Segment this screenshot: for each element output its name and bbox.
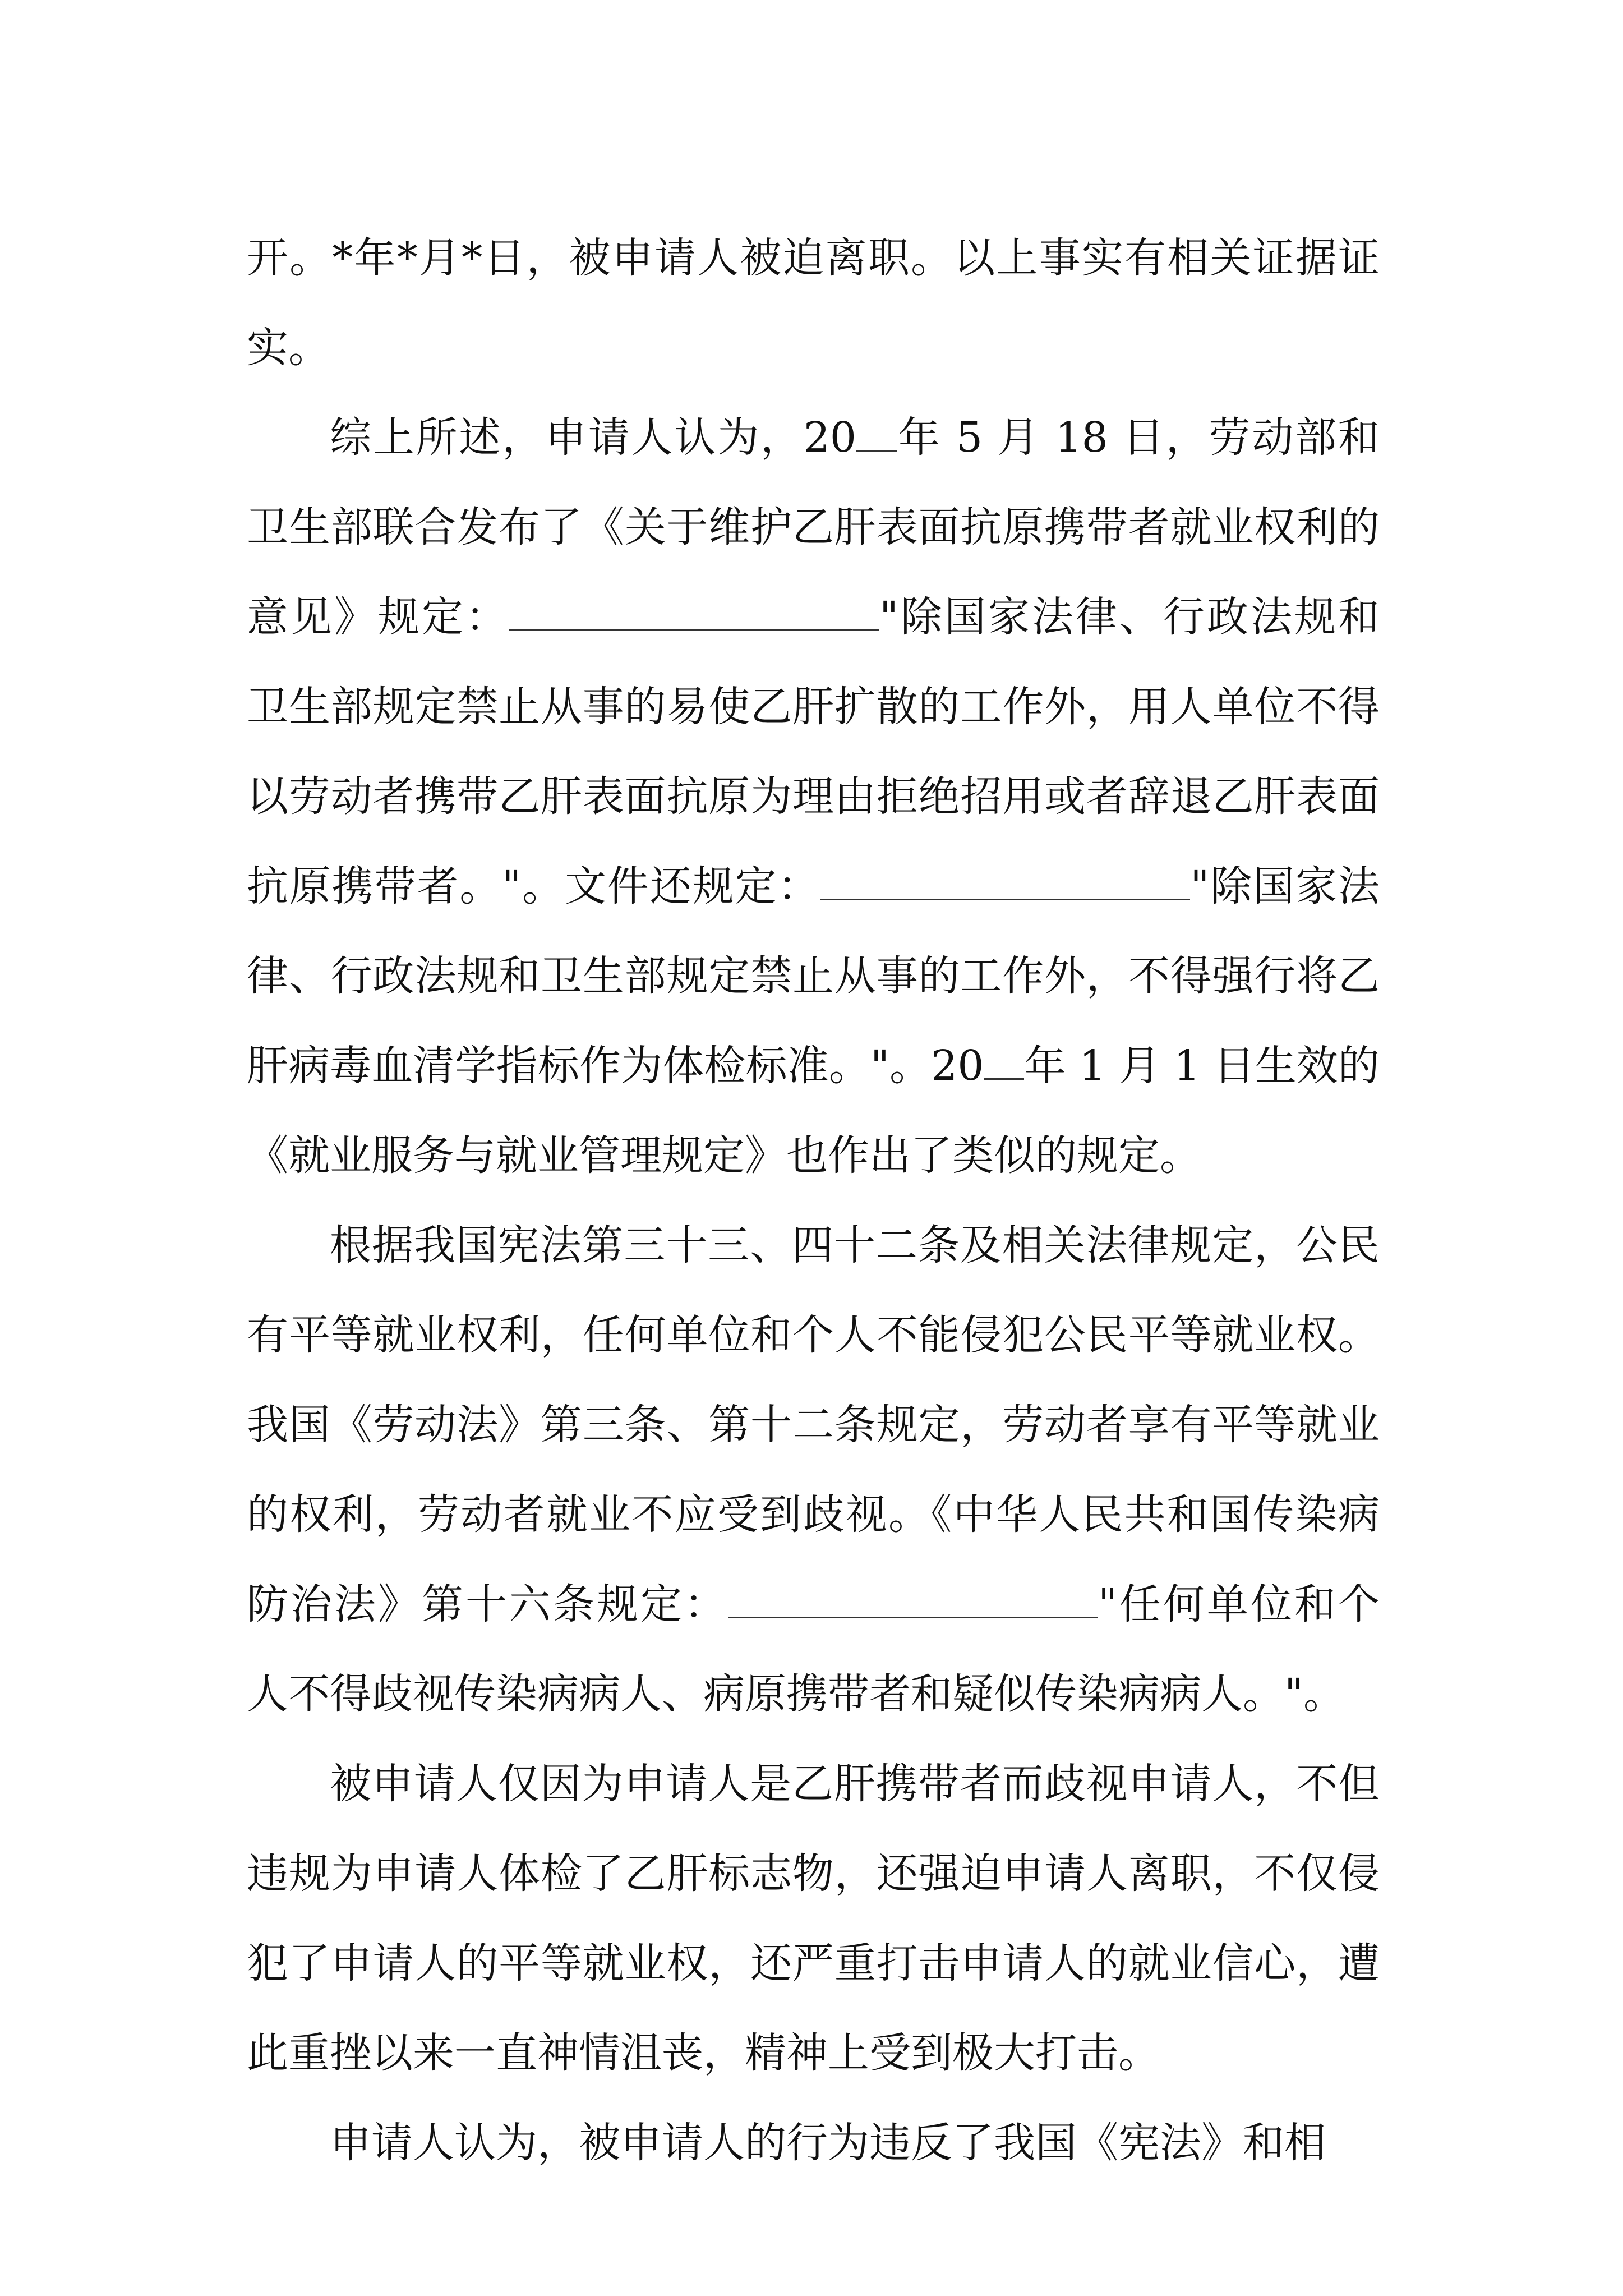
paragraph-2-text-a: 综上所述，申请人认为，20 [330, 413, 857, 462]
paragraph-4-text: 被申请人仅因为申请人是乙肝携带者而歧视申请人，不但违规为申请人体检了乙肝标志物，还强迫申请人离职，不仅侵犯了申请人的平等就业权，还严重打击申请人的就业信心，遭此重挫以来一直神情沮丧，精神上受到极大打击。 [247, 1760, 1380, 2077]
year-blank [984, 1039, 1024, 1080]
paragraph-2-text-d: "除国家法律、行政法规和卫生部规定禁止从事的工作外，不得强行将乙肝病毒血清学指标作为体检标准。"。20 [247, 862, 1380, 1090]
document-page [247, 213, 1380, 2188]
fill-blank [509, 590, 879, 631]
paragraph-2-text-e: 年 1 月 1 日生效的《就业服务与就业管理规定》也作出了类似的规定。 [247, 1042, 1380, 1180]
paragraph-5 [247, 2098, 1380, 2188]
paragraph-1 [247, 213, 1380, 393]
paragraph-2-text-c: "除国家法律、行政法规和卫生部规定禁止从事的易使乙肝扩散的工作外，用人单位不得以劳动者携带乙肝表面抗原为理由拒绝招用或者辞退乙肝表面抗原携带者。"。文件还规定： [247, 593, 1380, 910]
year-blank [856, 411, 897, 452]
paragraph-3-text-a: 根据我国宪法第三十三、四十二条及相关法律规定，公民有平等就业权利，任何单位和个人不能侵犯公民平等就业权。我国《劳动法》第三条、第十二条规定，劳动者享有平等就业的权利，劳动者就业不应受到歧视。《中华人民共和国传染病防治法》第十六条规定： [247, 1221, 1380, 1628]
paragraph-5-text: 申请人认为，被申请人的行为违反了我国《宪法》和相 [330, 2119, 1326, 2167]
fill-blank [728, 1577, 1098, 1618]
fill-blank [820, 859, 1190, 900]
paragraph-3 [247, 1200, 1380, 1739]
paragraph-4 [247, 1739, 1380, 2098]
paragraph-2-text-b: 年 5 月 18 日，劳动部和卫生部联合发布了《关于维护乙肝表面抗原携带者就业权利的意见》规定： [247, 413, 1380, 641]
paragraph-1-text: 开。*年*月*日，被申请人被迫离职。以上事实有相关证据证实。 [247, 234, 1380, 372]
paragraph-3-text-b: "任何单位和个人不得歧视传染病病人、病原携带者和疑似传染病病人。"。 [247, 1580, 1380, 1718]
paragraph-2 [247, 393, 1380, 1200]
